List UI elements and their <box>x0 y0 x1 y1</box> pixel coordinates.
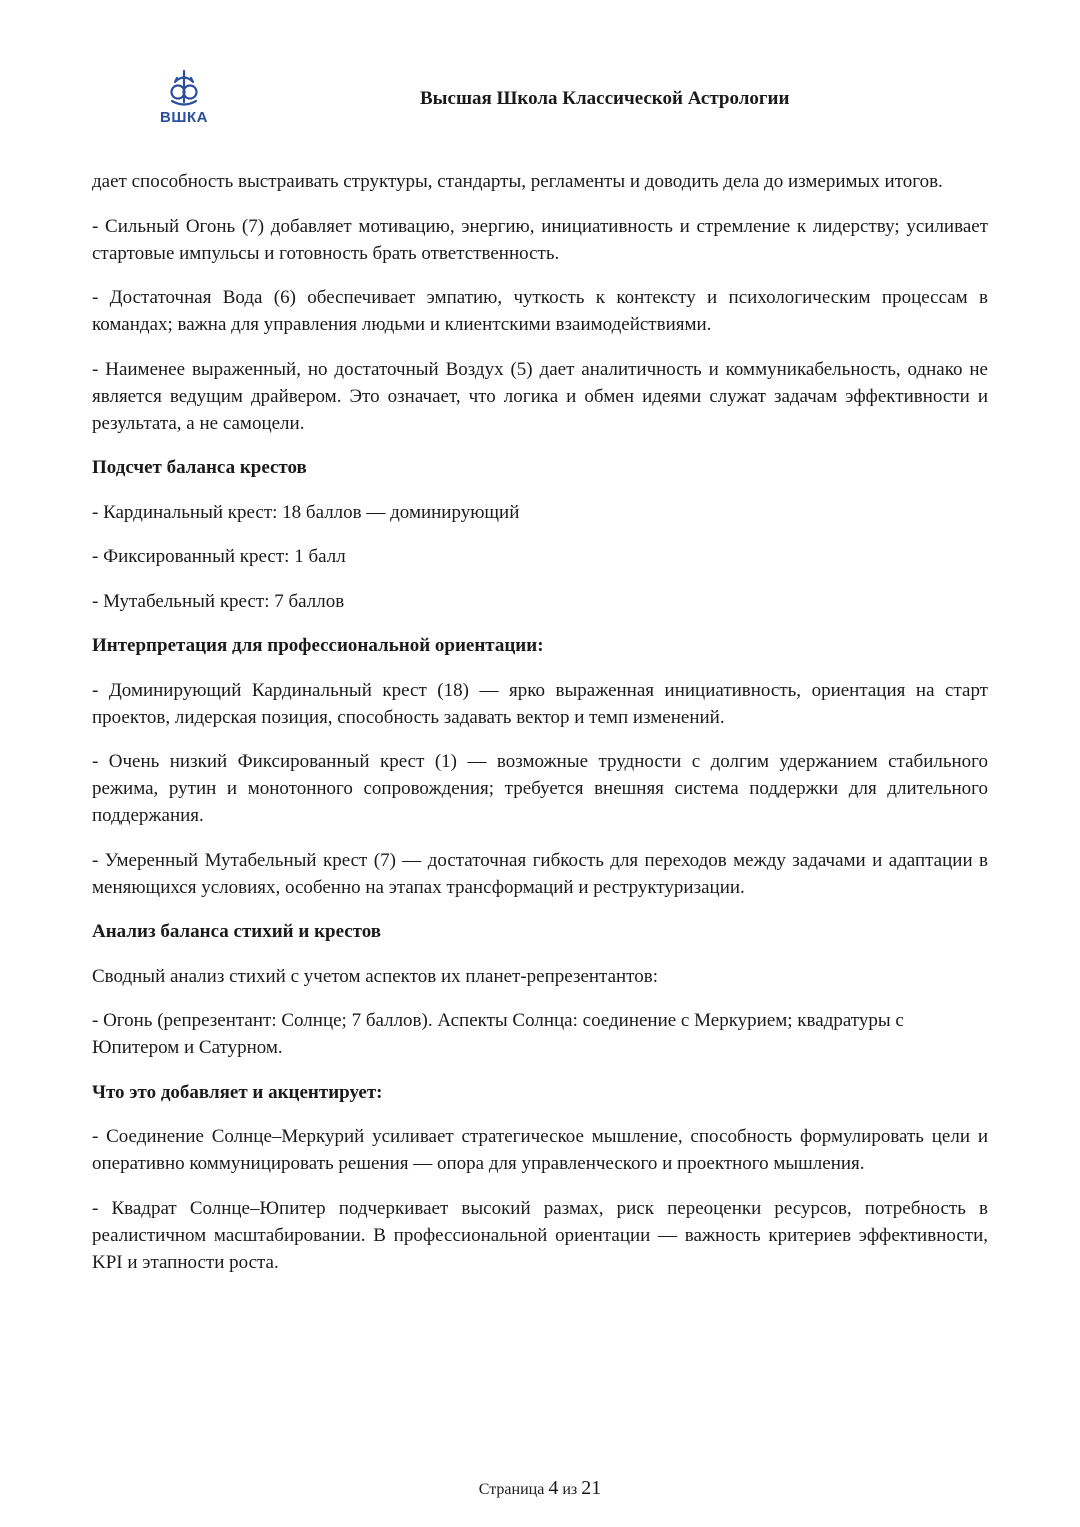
paragraph: дает способность выстраивать структуры, стандарты, регламенты и доводить дела до измеримых итогов. <box>92 171 943 192</box>
paragraph: - Доминирующий Кардинальный крест (18) — ярко выраженная инициативность, ориентация на старт проектов, лидерская позиция, способность задавать вектор и темп изменений. <box>92 679 988 728</box>
page-footer <box>0 1477 1080 1500</box>
section-heading: Подсчет баланса крестов <box>92 457 307 478</box>
list-item: - Фиксированный крест: 1 балл <box>92 546 346 567</box>
paragraph: - Умеренный Мутабельный крест (7) — достаточная гибкость для переходов между задачами и адаптации в меняющихся условиях, особенно на этапах трансформаций и реструктуризации. <box>92 849 988 898</box>
logo-emblem-icon <box>164 68 204 108</box>
section-heading: Интерпретация для профессиональной ориентации: <box>92 635 544 656</box>
paragraph: - Огонь (репрезентант: Солнце; 7 баллов). Аспекты Солнца: соединение с Меркурием; квадратуры с Юпитером и Сатурном. <box>92 1010 904 1058</box>
paragraph: - Достаточная Вода (6) обеспечивает эмпатию, чуткость к контексту и психологическим процессам в командах; важна для управления людьми и клиентскими взаимодействиями. <box>92 287 988 335</box>
page-current: 4 <box>548 1477 559 1499</box>
paragraph: - Соединение Солнце–Меркурий усиливает стратегическое мышление, способность формулировать цели и оперативно коммуницировать решения — опора для управленческого и проектного мышления. <box>92 1126 988 1174</box>
paragraph: - Очень низкий Фиксированный крест (1) — возможные трудности с долгим удержанием стабильного режима, рутин и монотонного сопровождения; требуется внешняя система поддержки для длительного поддержания. <box>92 751 988 826</box>
of-label: из <box>562 1481 578 1498</box>
list-item: - Мутабельный крест: 7 баллов <box>92 590 345 612</box>
page-header <box>0 0 1080 140</box>
paragraph: - Квадрат Солнце–Юпитер подчеркивает высокий размах, риск переоценки ресурсов, потребность в реалистичном масштабировании. В профессиональной ориентации — важность критериев эффективности, KPI и этапности роста. <box>92 1197 988 1273</box>
section-heading: Что это добавляет и акцентирует: <box>92 1081 383 1103</box>
paragraph: - Сильный Огонь (7) добавляет мотивацию, энергию, инициативность и стремление к лидерству; усиливает стартовые импульсы и готовность брать ответственность. <box>92 215 988 264</box>
header-title: Высшая Школа Классической Астрологии <box>420 88 790 109</box>
logo-text: ВШКА <box>160 109 208 126</box>
paragraph: - Наименее выраженный, но достаточный Воздух (5) дает аналитичность и коммуникабельность, однако не является ведущим драйвером. Это означает, что логика и обмен идеями служат задачам эффективности и результата, а не самоцели. <box>92 358 988 434</box>
school-logo <box>158 68 210 130</box>
list-item: - Кардинальный крест: 18 баллов — доминирующий <box>92 501 520 523</box>
document-body <box>92 168 988 1293</box>
page-label: Страница <box>478 1481 545 1498</box>
page-total: 21 <box>581 1477 602 1499</box>
paragraph: Сводный анализ стихий с учетом аспектов их планет-репрезентантов: <box>92 965 658 987</box>
section-heading: Анализ баланса стихий и крестов <box>92 921 382 942</box>
